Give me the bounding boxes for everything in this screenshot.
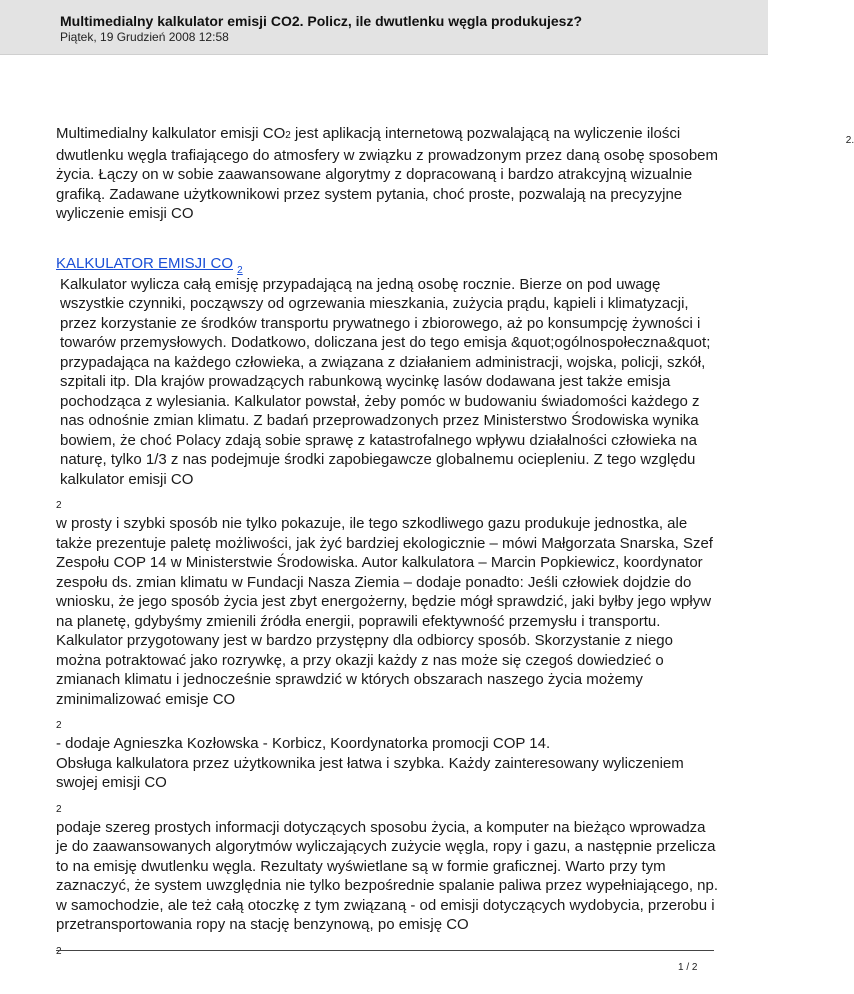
co2-subscript-d: 2 — [56, 945, 62, 957]
intro-subscript-1: 2 — [285, 130, 291, 141]
article-body — [56, 124, 854, 960]
co2-subscript-c: 2 — [56, 803, 62, 815]
paragraph-accessibility: Kalkulator przygotowany jest w bardzo przystępny dla odbiorcy sposób. Skorzystanie z niego można potraktować jako rozrywkę, a przy okazji każdy z nas może się czegoś dowiedzieć o zmianach klimatu i jednocześnie sprawdzić w których obszarach naszego życia możemy zminimalizować emisje CO — [56, 632, 673, 708]
calculator-link-heading — [56, 254, 720, 275]
footer-divider — [56, 950, 714, 951]
page-number: 1 / 2 — [678, 962, 698, 973]
intro-subscript-2-text: 2 — [845, 135, 852, 146]
calculator-link[interactable] — [56, 254, 243, 276]
calculator-link-text[interactable]: KALKULATOR EMISJI CO — [56, 254, 233, 272]
intro-period: . — [851, 135, 854, 146]
intro-paragraph — [56, 124, 854, 224]
paragraph-quote-attribution: - dodaje Agnieszka Kozłowska - Korbicz, Koordynatorka promocji COP 14. — [56, 735, 551, 752]
paragraph-ministry-quote: w prosty i szybki sposób nie tylko pokazuje, ile tego szkodliwego gazu produkuje jednostka, ale także prezentuje paletę możliwości, jak żyć bardziej ekologicznie – mówi Małgorzata Snarska, Szef Zespołu COP 14 w Ministerstwie Środowiska. Autor kalkulatora – Marcin Popkiewicz, koordynator zespołu ds. zmian klimatu w Fundacji Nasza Ziemia – dodaje ponadto: Jeśli człowiek dojdzie do wniosku, że jego sposób życia jest zbyt energożerny, będzie mógł sprawdzić, jaki byłby jego wpływ na planetę, gdybyśmy zmienili źródła energii, poprawili efektywność przemysłu i transportu. — [56, 515, 713, 630]
intro-text-start: Multimedialny kalkulator emisji CO — [56, 125, 286, 142]
co2-subscript-b: 2 — [56, 720, 62, 731]
article-title: Multimedialny kalkulator emisji CO2. Policz, ile dwutlenku węgla produkujesz? — [60, 13, 583, 29]
co2-subscript-a: 2 — [56, 500, 62, 511]
article-date: Piątek, 19 Grudzień 2008 12:58 — [60, 30, 229, 44]
page-header — [0, 0, 768, 55]
paragraph-usage: Obsługa kalkulatora przez użytkownika jest łatwa i szybka. Każdy zainteresowany wyliczeniem swojej emisji CO — [56, 754, 684, 791]
calculator-link-subscript[interactable]: 2 — [237, 264, 243, 276]
paragraph-algorithm: podaje szereg prostych informacji dotyczących sposobu życia, a komputer na bieżąco wprowadza je do zaawansowanych algorytmów wyliczających zużycie węgla, ropy i gazu, a następnie przelicza to na emisję dwutlenku węgla. Rezultaty wyświetlane są w formie graficznej. Warto przy tym zaznaczyć, że system uwzględnia nie tylko bezpośrednie spalanie paliwa przez wypełniającego, np. w samochodzie, ale też całą otoczkę z tym związaną - od emisji dotyczących wydobycia, przerobu i przetransportowania ropy na stację benzynową, po emisję CO — [56, 818, 719, 933]
intro-text-body: jest aplikacją internetową pozwalającą na wyliczenie ilości dwutlenku węgla trafiającego do atmosfery w związku z prowadzonym przez daną osobę sposobem życia. Łączy on w sobie zaawansowane algorytmy z dopracowaną i bardzo atrakcyjną wizualnie grafiką. Zadawane użytkownikowi przez system pytania, choć proste, pozwalają na precyzyjne wyliczenie emisji CO — [56, 125, 719, 222]
intro-subscript-2 — [846, 131, 854, 151]
paragraph-calculator-description: Kalkulator wylicza całą emisję przypadającą na jedną osobę rocznie. Bierze on pod uwagę wszystkie czynniki, począwszy od ogrzewania mieszkania, zużycia prądu, kąpieli i klimatyzacji, przez korzystanie ze środków transportu prywatnego i zbiorowego, aż po konsumpcję żywności i towarów przemysłowych. Dodatkowo, doliczana jest do tego emisja &quot;ogólnospołeczna&quot; przypadająca na każdego człowieka, a związana z działaniem administracji, wojska, policji, szkół, szpitali itp. Dla krajów prowadzących rabunkową wycinkę lasów dodawana jest także emisja pochodząca z wylesiania. Kalkulator powstał, żeby pomóc w budowaniu świadomości każdego z nas odnośnie zmian klimatu. Z badań przeprowadzonych przez Ministerstwo Środowiska wynika bowiem, że choć Polacy zdają sobie sprawę z katastrofalnego wpływu działalności człowieka na naturę, tylko 1/3 z nas podejmuje środki zapobiegawcze globalnemu ociepleniu. Z tego względu kalkulator emisji CO — [60, 275, 711, 488]
